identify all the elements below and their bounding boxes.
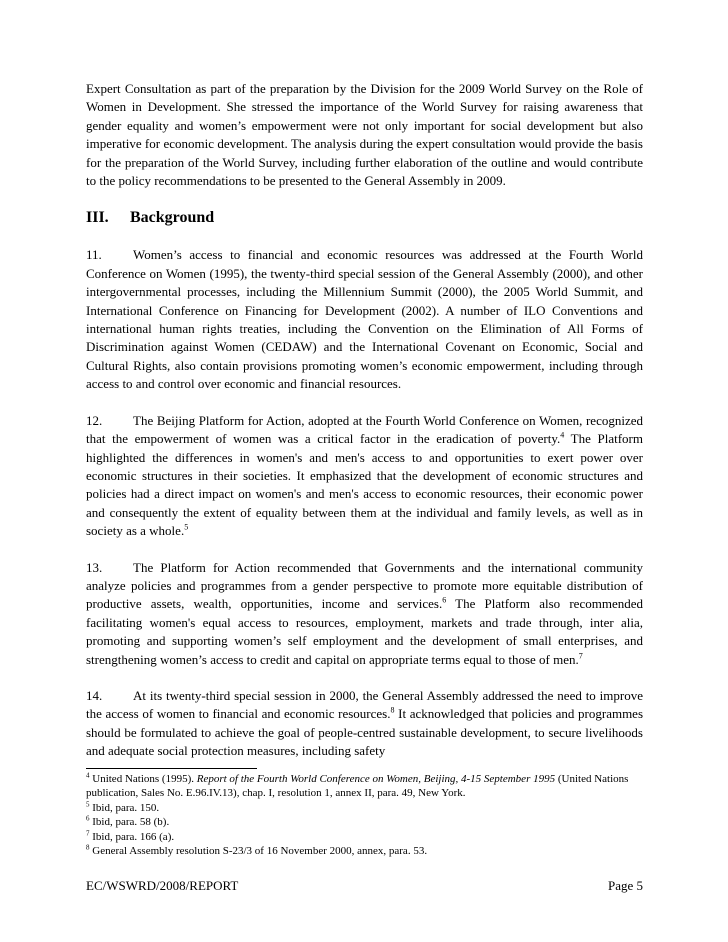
paragraph-text: The Platform also recommended facilitating women's equal access to resources, employment, markets and trade through, inter alia, promoting and supporting women’s self employment and the development of small enterprises, and strengthening women’s access to credit and capital on appropriate terms equal to those of men. bbox=[86, 596, 643, 667]
footnote-7 bbox=[86, 830, 643, 844]
paragraph-text: The Platform highlighted the differences in women's and men's access to and opportunities to exert power over economic structures in their societies. It emphasized that the development of economic structures and policies had a direct impact on women's and men's access to economic resources, their economic power and consequently the extent of equality between them at the individual and family levels, as well as in society as a whole. bbox=[86, 431, 643, 539]
footnote-number: 7 bbox=[86, 828, 90, 837]
page-number: Page 5 bbox=[607, 878, 643, 893]
page-footer bbox=[86, 878, 643, 894]
footnote-number: 5 bbox=[86, 800, 90, 809]
footnote-text: (United Nations publication, Sales No. E.96.IV.13), chap. I, resolution 1, annex II, para. 49, New York. bbox=[86, 773, 629, 800]
paragraph-text: It acknowledged that policies and programmes should be formulated to achieve the goal of people-centred sustainable development, to secure livelihoods and adequate social protection measures, including safety bbox=[86, 706, 644, 759]
footnote-text: Ibid, para. 58 (b). bbox=[92, 816, 170, 829]
paragraph-text: Women’s access to financial and economic resources was addressed at the Fourth World Conference on Women (1995), the twenty-third special session of the General Assembly (2000), and other intergovernmental processes, including the Millennium Summit (2000), the 2005 World Summit, and International Conference on Financing for Development (2002). A number of ILO Conventions and international human rights treaties, including the Convention on the Elimination of All Forms of Discrimination against Women (CEDAW) and the International Covenant on Economic, Social and Cultural Rights, also contain provisions promoting women’s economic empowerment, including through access to and control over economic and financial resources. bbox=[86, 247, 643, 392]
footnote-text: Ibid, para. 166 (a). bbox=[92, 830, 175, 843]
paragraph-12 bbox=[86, 412, 643, 541]
paragraph-number: 12. bbox=[86, 412, 103, 428]
footnote-6 bbox=[86, 815, 643, 829]
page-body bbox=[86, 80, 643, 761]
footnote-number: 8 bbox=[86, 843, 90, 852]
paragraph-text: The Platform for Action recommended that Governments and the international community analyze policies and programmes from a gender perspective to promote more equitable distribution of productive assets, wealth, opportunities, income and services. bbox=[86, 559, 643, 612]
paragraph-13 bbox=[86, 559, 643, 669]
footnote-8 bbox=[86, 844, 643, 858]
paragraph-number: 11. bbox=[86, 247, 102, 263]
footnote-text: United Nations (1995). bbox=[92, 773, 197, 785]
footnote-5 bbox=[86, 801, 643, 815]
paragraph-14 bbox=[86, 687, 643, 761]
footnote-ref[interactable]: 4 bbox=[560, 430, 565, 440]
footnote-ref[interactable]: 5 bbox=[184, 522, 189, 532]
footnote-text: General Assembly resolution S-23/3 of 16 November 2000, annex, para. 53. bbox=[92, 845, 428, 858]
footnotes bbox=[86, 772, 643, 858]
paragraph-text: The Beijing Platform for Action, adopted at the Fourth World Conference on Women, recognized that the empowerment of women was a critical factor in the eradication of poverty. bbox=[86, 412, 643, 447]
footnote-number: 4 bbox=[86, 771, 90, 780]
footnote-number: 6 bbox=[86, 814, 90, 823]
paragraph-11 bbox=[86, 246, 643, 393]
footnote-title: Report of the Fourth World Conference on Women, Beijing, 4-15 September 1995 bbox=[196, 773, 556, 785]
footnote-ref[interactable]: 7 bbox=[578, 651, 583, 661]
paragraph-number: 14. bbox=[86, 687, 103, 703]
paragraph-number: 13. bbox=[86, 559, 103, 575]
section-number: III. bbox=[86, 209, 109, 227]
document-id: EC/WSWRD/2008/REPORT bbox=[86, 878, 239, 893]
paragraph-text: At its twenty-third special session in 2000, the General Assembly addressed the need to improve the access of women to financial and economic resources. bbox=[86, 687, 643, 722]
footnote-4 bbox=[86, 772, 643, 801]
intro-paragraph: Expert Consultation as part of the preparation by the Division for the 2009 World Survey on the Role of Women in Development. She stressed the importance of the World Survey for raising awareness that gender equality and women’s empowerment were not only important for social development but also imperative for economic development. The analysis during the expert consultation would provide the basis for the preparation of the World Survey, including further elaboration of the outline and would contribute to the policy recommendations to be presented to the General Assembly in 2009. bbox=[86, 81, 643, 189]
footnote-text: Ibid, para. 150. bbox=[92, 801, 160, 814]
section-heading bbox=[86, 208, 643, 228]
section-title: Background bbox=[130, 209, 215, 227]
footnote-ref[interactable]: 6 bbox=[442, 596, 447, 606]
footnote-divider bbox=[86, 768, 257, 769]
footnote-ref[interactable]: 8 bbox=[390, 706, 395, 716]
